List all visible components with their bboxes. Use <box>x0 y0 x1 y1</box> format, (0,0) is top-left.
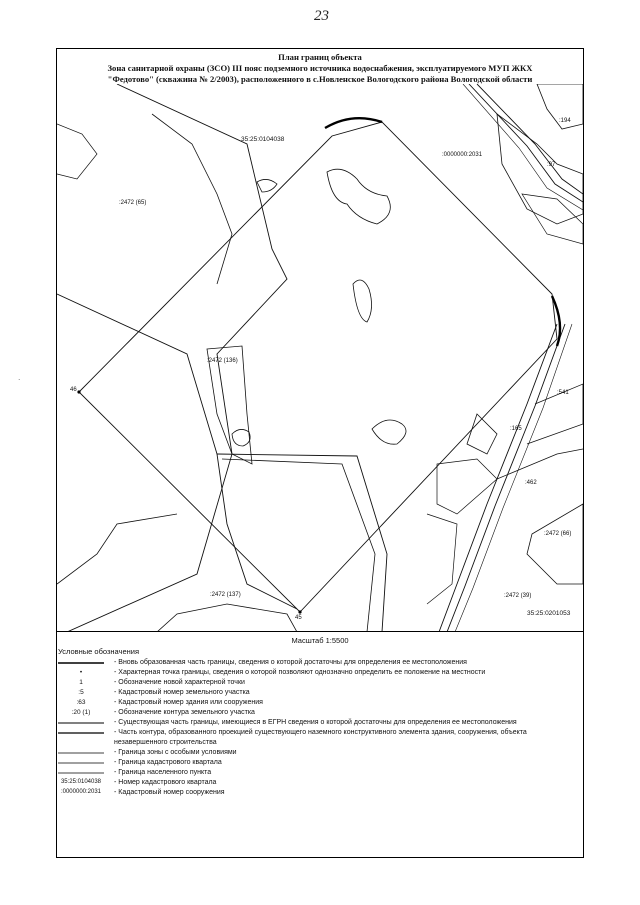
label-parcel-165: :165 <box>510 426 522 432</box>
legend-item: :0000000:2031 - Кадастровый номер сооружения <box>58 788 582 798</box>
road-line-south-3 <box>455 324 572 632</box>
parcel-left-top-small <box>57 124 97 179</box>
contour-feature-mid <box>353 280 372 322</box>
legend-item: 35:25:0104038 - Номер кадастрового квартала <box>58 778 582 788</box>
special-zone-line-symbol <box>58 748 104 758</box>
legend-item: - Граница кадастрового квартала <box>58 758 582 768</box>
title-line-1: План границ объекта <box>278 52 362 62</box>
parcel-left-lower-2 <box>222 459 375 632</box>
legend-title: Условные обозначения <box>58 647 140 656</box>
point-46-marker <box>77 390 80 393</box>
margin-mark: · <box>18 376 21 384</box>
parcel-left-lower <box>217 454 387 632</box>
parcel-right-mid <box>437 459 497 514</box>
label-structure-top: :0000000:2031 <box>442 152 483 158</box>
parcel-right-top-2 <box>522 194 583 244</box>
legend-item: • - Характерная точка границы, сведения о которой позволяют однозначно определить ее положение на местности <box>58 668 582 678</box>
parcel-right-top <box>497 114 583 224</box>
characteristic-point-symbol: • <box>79 669 83 677</box>
legend-item: :20 (1) - Обозначение контура земельного участка <box>58 708 582 718</box>
label-parcel-541: :541 <box>557 390 569 396</box>
parcel-165 <box>467 414 497 454</box>
road-line-south-1 <box>439 324 557 632</box>
label-parcel-2472-66: :2472 (66) <box>544 531 572 537</box>
label-parcel-2472-137: :2472 (137) <box>210 592 241 598</box>
parcel-boundary-left-inner <box>57 294 297 609</box>
parcel-boundary-left-2 <box>152 114 232 284</box>
road-line-south-2 <box>447 324 565 632</box>
contour-feature-small <box>257 179 277 192</box>
parcel-left-bottom <box>57 514 177 584</box>
title-block <box>56 52 584 85</box>
building-contour-line-symbol <box>58 728 104 738</box>
road-line-3 <box>463 84 583 210</box>
title-line-3: "Федотово" (скважина № 2/2003), расположенного в с.Новленское Вологодского района Вологодской области <box>107 74 533 84</box>
label-quarter-bottom: 35:25:0201053 <box>527 610 571 617</box>
quarter-number-symbol: 35:25:0104038 <box>60 778 102 785</box>
label-parcel-462: :462 <box>525 480 537 486</box>
label-parcel-2472-136: :2472 (136) <box>207 358 238 364</box>
legend-item: :63 - Кадастровый номер здания или сооружения <box>58 698 582 708</box>
legend <box>58 658 582 798</box>
legend-item: - Часть контура, образованного проекцией существующего наземного конструктивного элемента здания, сооружения, объекта незавершенного строительства <box>58 728 582 748</box>
parcel-number-symbol: :5 <box>78 689 84 697</box>
map-canvas <box>57 84 583 632</box>
label-parcel-2472-39: :2472 (39) <box>504 593 532 599</box>
label-point-46: 46 <box>70 387 77 393</box>
page-number: 23 <box>314 8 329 24</box>
legend-item: 1 - Обозначение новой характерной точки <box>58 678 582 688</box>
contour-feature-bottom <box>372 420 406 444</box>
existing-boundary-line-symbol <box>58 718 104 728</box>
legend-item: - Существующая часть границы, имеющиеся в ЕГРН сведения о которой достаточны для определения ее местоположения <box>58 718 582 728</box>
title-line-2: Зона санитарной охраны (ЗСО) III пояс подземного источника водоснабжения, эксплуатируемого МУП ЖКХ <box>107 63 533 73</box>
building-contour-left <box>232 429 250 446</box>
contour-designation-symbol: :20 (1) <box>71 709 91 717</box>
parcel-2472-137 <box>157 604 297 632</box>
zso-boundary <box>79 122 557 612</box>
label-parcel-2472-65: :2472 (65) <box>119 200 147 206</box>
contour-feature-top <box>327 169 390 224</box>
cadastral-quarter-line-symbol <box>58 758 104 768</box>
structure-number-symbol: :0000000:2031 <box>60 788 102 795</box>
legend-item: :5 - Кадастровый номер земельного участка <box>58 688 582 698</box>
settlement-line-symbol <box>58 768 104 778</box>
legend-item: - Граница зоны с особыми условиями <box>58 748 582 758</box>
parcel-462 <box>497 449 583 479</box>
boundary-points-top <box>325 118 382 128</box>
new-point-number-symbol: 1 <box>79 679 83 687</box>
new-boundary-line-symbol <box>58 658 104 668</box>
label-point-45: 45 <box>295 615 302 621</box>
parcel-2472-66 <box>527 504 583 584</box>
point-45-marker <box>298 610 301 613</box>
label-parcel-194: :194 <box>559 118 571 124</box>
map-scale: Масштаб 1:5500 <box>291 636 349 645</box>
legend-item: - Граница населенного пункта <box>58 768 582 778</box>
parcel-right-lower <box>427 514 457 604</box>
parcel-541 <box>527 384 583 444</box>
label-parcel-97: :97 <box>547 162 556 168</box>
label-quarter-top: 35:25:0104038 <box>241 136 285 143</box>
legend-item: - Вновь образованная часть границы, сведения о которой достаточны для определения ее местоположения <box>58 658 582 668</box>
building-number-symbol: :63 <box>76 699 86 707</box>
road-line-2 <box>469 84 583 202</box>
map-area <box>57 84 583 632</box>
